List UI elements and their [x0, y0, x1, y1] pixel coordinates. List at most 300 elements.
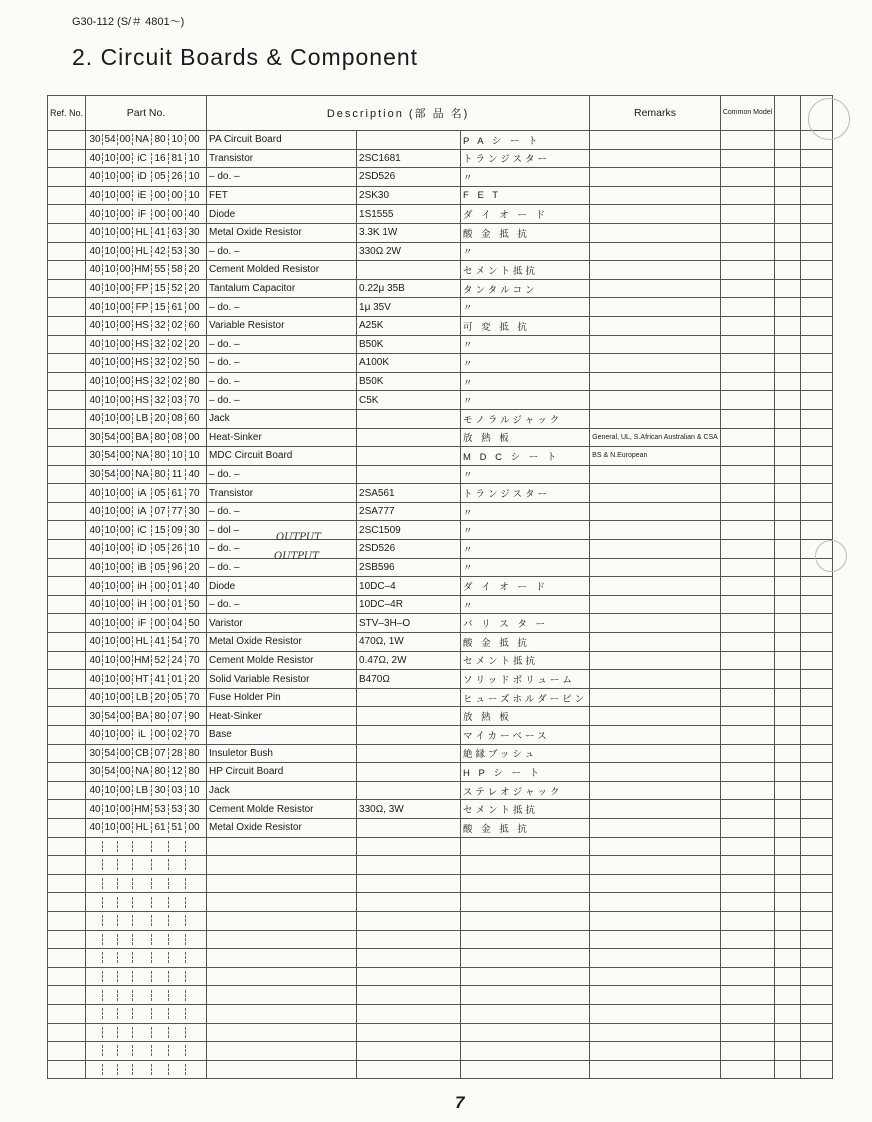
part-number-segment: 00: [151, 581, 168, 592]
extra-cell: [775, 1060, 801, 1079]
part-number-cell: [86, 186, 207, 205]
table-row: [48, 131, 833, 150]
part-number-segment: iC: [132, 153, 151, 164]
part-number-segment: 40: [89, 152, 101, 164]
part-number-segment: 40: [89, 357, 101, 369]
common-model-cell: [720, 930, 774, 949]
part-number-segment: 00: [117, 618, 132, 629]
ref-no-cell: [48, 577, 86, 596]
japanese-name-cell: [461, 1023, 590, 1042]
japanese-name-cell: [461, 1004, 590, 1023]
part-number-cell: [86, 149, 207, 168]
part-number-segment: 10: [102, 599, 117, 610]
part-number-segment: 20: [185, 339, 202, 350]
value-cell: 470Ω, 1W: [357, 633, 461, 652]
extra-cell: [801, 354, 833, 373]
remarks-cell: [590, 316, 721, 335]
part-number-segment: 10: [102, 692, 117, 703]
part-number-segment: LB: [132, 692, 151, 703]
part-number-cell: [86, 502, 207, 521]
remarks-cell: [590, 372, 721, 391]
remarks-cell: [590, 874, 721, 893]
part-number-segment: 00: [117, 674, 132, 685]
part-number-segment: 00: [185, 432, 202, 443]
part-number-segment: 54: [102, 711, 117, 722]
part-number-segment: 10: [185, 543, 202, 554]
extra-cell: [801, 633, 833, 652]
extra-cell: [775, 279, 801, 298]
common-model-cell: [720, 447, 774, 466]
part-number-segment: HT: [132, 674, 151, 685]
ref-no-cell: [48, 837, 86, 856]
part-number-segment: 02: [168, 729, 185, 740]
value-cell: 330Ω 2W: [357, 242, 461, 261]
part-number-cell: [86, 577, 207, 596]
table-row: [48, 800, 833, 819]
remarks-cell: [590, 186, 721, 205]
remarks-cell: [590, 540, 721, 559]
extra-cell: [775, 986, 801, 1005]
common-model-cell: [720, 409, 774, 428]
part-number-segment: 40: [89, 376, 101, 388]
value-cell: 2SC1681: [357, 149, 461, 168]
part-number-segment: [117, 915, 132, 926]
value-cell: 1μ 35V: [357, 298, 461, 317]
description-cell: [207, 893, 357, 912]
remarks-cell: [590, 335, 721, 354]
table-row: [48, 521, 833, 540]
japanese-name-cell: 〃: [461, 465, 590, 484]
value-cell: [357, 465, 461, 484]
value-cell: 10DC–4R: [357, 595, 461, 614]
part-number-segment: 10: [102, 395, 117, 406]
extra-cell: [775, 744, 801, 763]
part-number-segment: 00: [117, 171, 132, 182]
extra-cell: [801, 577, 833, 596]
part-number-cell: [86, 428, 207, 447]
extra-cell: [775, 800, 801, 819]
part-number-segment: 54: [102, 134, 117, 145]
japanese-name-cell: 放 熱 板: [461, 428, 590, 447]
part-number-segment: [132, 934, 151, 945]
part-number-cell: [86, 986, 207, 1005]
part-number-segment: 40: [89, 283, 101, 295]
part-number-segment: 80: [151, 711, 168, 722]
ref-no-cell: [48, 540, 86, 559]
extra-cell: [775, 967, 801, 986]
part-number-segment: [151, 1008, 168, 1019]
description-cell: [207, 967, 357, 986]
ref-no-cell: [48, 354, 86, 373]
extra-cell: [801, 1042, 833, 1061]
value-cell: [357, 1060, 461, 1079]
extra-cell: [775, 316, 801, 335]
common-model-cell: [720, 558, 774, 577]
value-cell: 2SB596: [357, 558, 461, 577]
part-number-cell: [86, 521, 207, 540]
part-number-segment: 10: [102, 339, 117, 350]
part-number-cell: [86, 223, 207, 242]
table-row: [48, 354, 833, 373]
part-number-segment: 10: [102, 320, 117, 331]
part-number-segment: 50: [185, 599, 202, 610]
remarks-cell: [590, 1023, 721, 1042]
part-number-segment: 41: [151, 636, 168, 647]
ref-no-cell: [48, 149, 86, 168]
table-row: [48, 763, 833, 782]
part-number-segment: [168, 1045, 185, 1056]
japanese-name-cell: [461, 1042, 590, 1061]
part-number-segment: [151, 934, 168, 945]
part-number-segment: [185, 859, 202, 870]
remarks-cell: [590, 744, 721, 763]
value-cell: 2SD526: [357, 168, 461, 187]
japanese-name-cell: トランジスター: [461, 484, 590, 503]
part-number-segment: [88, 1045, 102, 1056]
part-number-segment: 40: [89, 822, 101, 834]
part-number-segment: 40: [89, 785, 101, 797]
part-number-segment: HS: [132, 376, 151, 387]
part-number-cell: [86, 911, 207, 930]
blank-table-row: [48, 1060, 833, 1079]
part-number-segment: [132, 897, 151, 908]
extra-cell: [775, 1023, 801, 1042]
part-number-segment: 32: [151, 357, 168, 368]
part-number-segment: 00: [168, 190, 185, 201]
japanese-name-cell: 〃: [461, 558, 590, 577]
remarks-cell: [590, 484, 721, 503]
part-number-segment: 30: [185, 227, 202, 238]
extra-cell: [801, 484, 833, 503]
part-number-segment: [185, 952, 202, 963]
extra-cell: [775, 131, 801, 150]
value-cell: B470Ω: [357, 670, 461, 689]
description-cell: [207, 1042, 357, 1061]
japanese-name-cell: 〃: [461, 540, 590, 559]
part-number-segment: 40: [89, 580, 101, 592]
part-number-segment: 04: [168, 618, 185, 629]
remarks-cell: [590, 781, 721, 800]
common-model-cell: [720, 874, 774, 893]
part-number-segment: 00: [151, 599, 168, 610]
ref-no-cell: [48, 558, 86, 577]
description-cell: Heat-Sinker: [207, 707, 357, 726]
extra-cell: [801, 837, 833, 856]
ref-no-cell: [48, 986, 86, 1005]
extra-cell: [775, 930, 801, 949]
description-cell: [207, 1004, 357, 1023]
japanese-name-cell: ダ イ オ ー ド: [461, 577, 590, 596]
part-number-segment: [88, 952, 102, 963]
remarks-cell: [590, 242, 721, 261]
extra-cell: [801, 967, 833, 986]
extra-cell: [801, 205, 833, 224]
part-number-segment: HS: [132, 339, 151, 350]
part-number-cell: [86, 893, 207, 912]
part-number-segment: 10: [102, 153, 117, 164]
part-number-segment: 02: [168, 357, 185, 368]
part-number-segment: [151, 1045, 168, 1056]
part-number-segment: [168, 971, 185, 982]
part-number-segment: 16: [151, 153, 168, 164]
part-number-segment: [117, 841, 132, 852]
ref-no-cell: [48, 614, 86, 633]
remarks-cell: [590, 1004, 721, 1023]
extra-cell: [775, 874, 801, 893]
remarks-cell: [590, 149, 721, 168]
value-cell: [357, 707, 461, 726]
remarks-cell: [590, 279, 721, 298]
part-number-segment: [151, 971, 168, 982]
part-number-segment: 00: [117, 209, 132, 220]
part-number-segment: 53: [151, 804, 168, 815]
japanese-name-cell: 酸 金 抵 抗: [461, 223, 590, 242]
part-number-segment: 90: [185, 711, 202, 722]
extra-cell: [775, 261, 801, 280]
part-number-segment: 00: [117, 488, 132, 499]
remarks-cell: [590, 726, 721, 745]
japanese-name-cell: 〃: [461, 354, 590, 373]
part-number-segment: [151, 841, 168, 852]
extra-cell: [801, 874, 833, 893]
part-number-segment: 40: [89, 171, 101, 183]
description-cell: Metal Oxide Resistor: [207, 223, 357, 242]
extra-cell: [801, 521, 833, 540]
part-number-segment: [102, 859, 117, 870]
table-row: [48, 744, 833, 763]
japanese-name-cell: [461, 856, 590, 875]
table-row: [48, 781, 833, 800]
part-number-segment: 10: [102, 264, 117, 275]
part-number-segment: [168, 841, 185, 852]
part-number-segment: iH: [132, 599, 151, 610]
remarks-cell: [590, 930, 721, 949]
value-cell: [357, 409, 461, 428]
part-number-segment: iF: [132, 618, 151, 629]
table-row: [48, 688, 833, 707]
extra-cell: [775, 168, 801, 187]
extra-cell: [775, 614, 801, 633]
part-number-segment: 10: [102, 618, 117, 629]
extra-cell: [775, 1004, 801, 1023]
part-number-segment: 10: [102, 190, 117, 201]
description-cell: Cement Molde Resistor: [207, 651, 357, 670]
common-model-cell: [720, 856, 774, 875]
part-number-segment: [168, 1008, 185, 1019]
handwritten-note: OUTPUT: [276, 532, 321, 543]
part-number-segment: iA: [132, 488, 151, 499]
part-number-segment: iB: [132, 562, 151, 573]
part-number-segment: [151, 915, 168, 926]
part-number-segment: [117, 971, 132, 982]
part-number-cell: [86, 1060, 207, 1079]
part-number-segment: 40: [89, 506, 101, 518]
remarks-cell: [590, 261, 721, 280]
common-model-cell: [720, 242, 774, 261]
table-row: [48, 577, 833, 596]
ref-no-cell: [48, 1023, 86, 1042]
part-number-segment: 00: [117, 525, 132, 536]
part-number-segment: 10: [102, 209, 117, 220]
description-cell: Jack: [207, 781, 357, 800]
part-number-segment: 00: [117, 190, 132, 201]
remarks-cell: [590, 205, 721, 224]
remarks-cell: [590, 707, 721, 726]
common-model-cell: [720, 800, 774, 819]
table-row: [48, 186, 833, 205]
remarks-cell: [590, 837, 721, 856]
value-cell: [357, 818, 461, 837]
part-number-segment: 10: [185, 785, 202, 796]
part-number-cell: [86, 856, 207, 875]
extra-cell: [801, 502, 833, 521]
ref-no-cell: [48, 930, 86, 949]
part-number-segment: [151, 952, 168, 963]
part-number-cell: [86, 447, 207, 466]
description-cell: Metal Oxide Resistor: [207, 818, 357, 837]
part-number-segment: 70: [185, 655, 202, 666]
common-model-cell: [720, 354, 774, 373]
japanese-name-cell: [461, 874, 590, 893]
extra-cell: [801, 298, 833, 317]
part-number-segment: [88, 1064, 102, 1075]
part-number-segment: 40: [89, 487, 101, 499]
value-cell: 2SD526: [357, 540, 461, 559]
part-number-segment: 00: [117, 469, 132, 480]
part-number-segment: 51: [168, 822, 185, 833]
description-cell: Diode: [207, 205, 357, 224]
ref-no-cell: [48, 168, 86, 187]
blank-table-row: [48, 837, 833, 856]
value-cell: [357, 893, 461, 912]
value-cell: [357, 856, 461, 875]
part-number-segment: [151, 897, 168, 908]
part-number-segment: 60: [185, 413, 202, 424]
common-model-cell: [720, 391, 774, 410]
remarks-cell: [590, 688, 721, 707]
part-number-segment: iA: [132, 506, 151, 517]
part-number-segment: [185, 990, 202, 1001]
part-number-segment: [185, 971, 202, 982]
common-model-cell: [720, 726, 774, 745]
part-number-segment: 05: [151, 562, 168, 573]
part-number-segment: [88, 1008, 102, 1019]
part-number-segment: 70: [185, 692, 202, 703]
part-number-segment: 54: [102, 748, 117, 759]
part-number-segment: 20: [151, 413, 168, 424]
part-number-segment: 00: [117, 339, 132, 350]
part-number-segment: [168, 952, 185, 963]
part-number-segment: 00: [185, 822, 202, 833]
part-number-segment: 10: [102, 674, 117, 685]
table-row: [48, 465, 833, 484]
part-number-cell: [86, 354, 207, 373]
part-number-segment: 00: [117, 729, 132, 740]
part-number-segment: 00: [117, 283, 132, 294]
part-number-segment: 40: [89, 617, 101, 629]
part-number-segment: 10: [102, 227, 117, 238]
extra-cell: [801, 186, 833, 205]
ref-no-cell: [48, 967, 86, 986]
part-number-segment: 30: [89, 747, 101, 759]
part-number-segment: 40: [89, 524, 101, 536]
extra-cell: [775, 484, 801, 503]
part-number-segment: 41: [151, 674, 168, 685]
description-cell: Fuse Holder Pin: [207, 688, 357, 707]
value-cell: [357, 744, 461, 763]
part-number-cell: [86, 1023, 207, 1042]
extra-cell: [801, 335, 833, 354]
ref-no-cell: [48, 856, 86, 875]
part-number-segment: [185, 897, 202, 908]
description-cell: – do. –: [207, 391, 357, 410]
japanese-name-cell: F E T: [461, 186, 590, 205]
part-number-cell: [86, 949, 207, 968]
extra-cell: [801, 726, 833, 745]
extra-cell: [775, 447, 801, 466]
extra-cell: [775, 428, 801, 447]
ref-no-cell: [48, 707, 86, 726]
part-number-segment: 00: [117, 302, 132, 313]
value-cell: [357, 967, 461, 986]
part-number-segment: 80: [151, 134, 168, 145]
part-number-segment: iF: [132, 209, 151, 220]
part-number-cell: [86, 818, 207, 837]
extra-cell: [801, 1060, 833, 1079]
remarks-cell: [590, 986, 721, 1005]
blank-table-row: [48, 911, 833, 930]
part-number-segment: [88, 841, 102, 852]
table-body: [48, 131, 833, 1079]
description-cell: [207, 1023, 357, 1042]
value-cell: [357, 688, 461, 707]
common-model-cell: [720, 149, 774, 168]
part-number-segment: 32: [151, 395, 168, 406]
part-number-segment: 09: [168, 525, 185, 536]
part-number-segment: [132, 1008, 151, 1019]
part-number-segment: 58: [168, 264, 185, 275]
table-row: [48, 818, 833, 837]
part-number-cell: [86, 967, 207, 986]
description-cell: FET: [207, 186, 357, 205]
value-cell: STV–3H–O: [357, 614, 461, 633]
part-number-segment: 15: [151, 525, 168, 536]
common-model-cell: [720, 893, 774, 912]
common-model-cell: [720, 707, 774, 726]
part-number-segment: 40: [89, 599, 101, 611]
common-model-cell: [720, 744, 774, 763]
part-number-segment: [117, 1064, 132, 1075]
part-number-segment: [102, 915, 117, 926]
ref-no-cell: [48, 131, 86, 150]
part-number-segment: [151, 859, 168, 870]
part-number-segment: [168, 878, 185, 889]
table-row: [48, 447, 833, 466]
description-cell: Cement Molded Resistor: [207, 261, 357, 280]
part-number-segment: 07: [151, 506, 168, 517]
japanese-name-cell: ステレオジャック: [461, 781, 590, 800]
part-number-segment: [185, 934, 202, 945]
part-number-cell: [86, 261, 207, 280]
part-number-segment: 77: [168, 506, 185, 517]
remarks-cell: [590, 856, 721, 875]
extra-cell: [801, 372, 833, 391]
table-row: [48, 670, 833, 689]
part-number-segment: [185, 841, 202, 852]
part-number-segment: 10: [102, 488, 117, 499]
ref-no-cell: [48, 298, 86, 317]
scan-artifact: [815, 540, 847, 572]
